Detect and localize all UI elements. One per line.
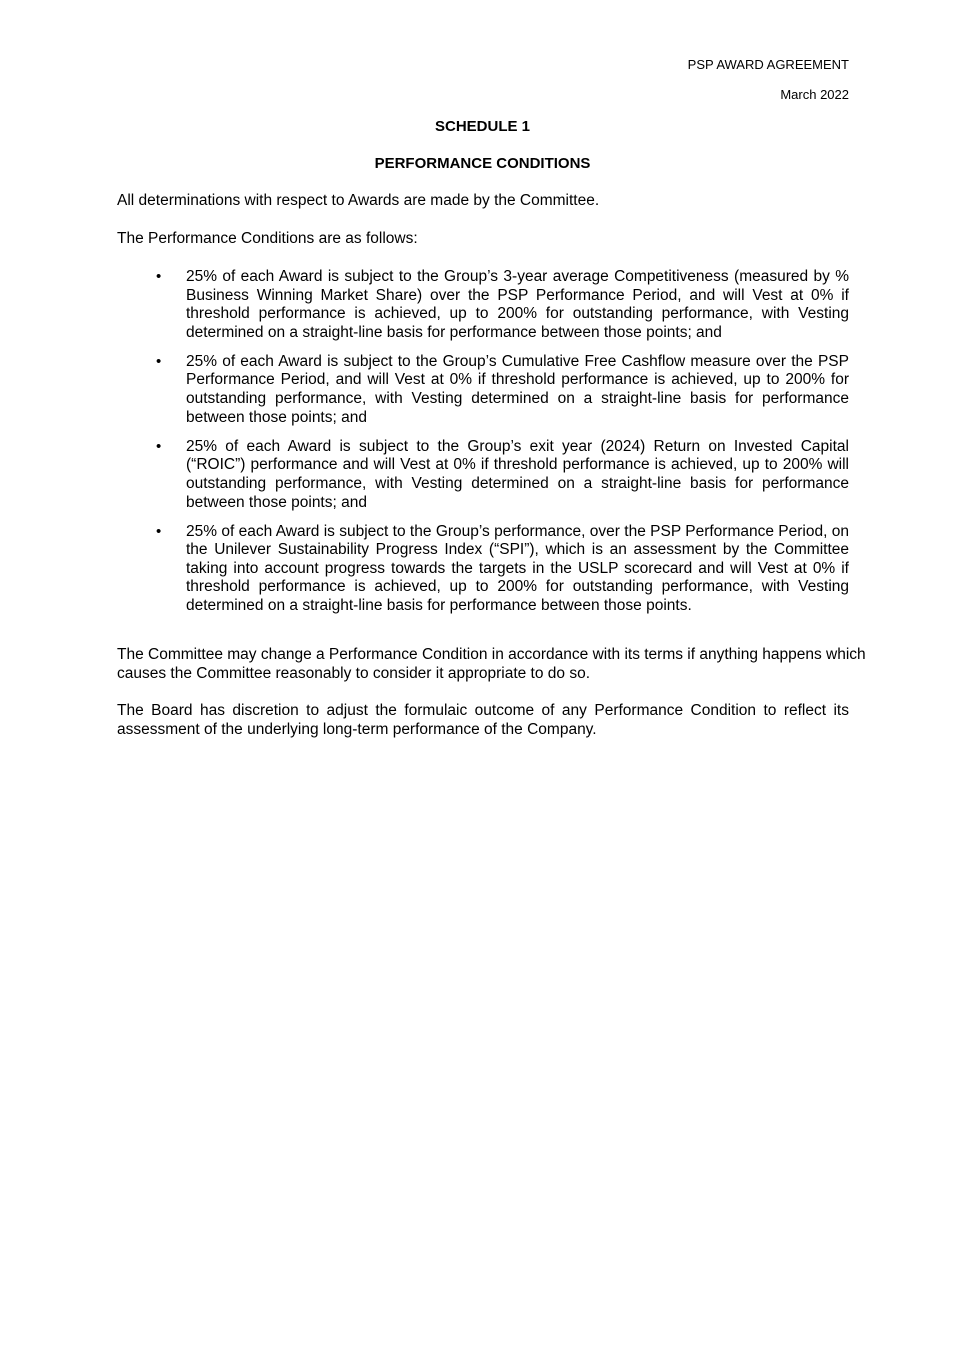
- board-discretion-paragraph: The Board has discretion to adjust the formulaic outcome of any Performance Condition to reflect its assessment of the underlying long-term performance of the Company.: [117, 702, 849, 738]
- conditions-lead-paragraph: The Performance Conditions are as follows:: [117, 230, 418, 247]
- document-header-title: PSP AWARD AGREEMENT: [687, 57, 849, 72]
- condition-item: [117, 353, 849, 427]
- condition-item: [117, 438, 849, 512]
- committee-change-paragraph: The Committee may change a Performance Condition in accordance with its terms if anything happens which causes the Committee reasonably to consider it appropriate to do so.: [117, 646, 866, 682]
- schedule-subtitle: PERFORMANCE CONDITIONS: [374, 155, 591, 172]
- condition-text: 25% of each Award is subject to the Group’s exit year (2024) Return on Invested Capital (“ROIC”) performance and will Vest at 0% if threshold performance is achieved, up to 200% will outstanding performance, with Vesting determined on a straight-line basis for performance between those points; and: [186, 437, 849, 511]
- condition-text: 25% of each Award is subject to the Group’s performance, over the PSP Performance Period, on the Unilever Sustainability Progress Index (“SPI”), which is an assessment by the Committee taking into account progress towards the targets in the USLP scorecard and will Vest at 0% if threshold performance is achieved, up to 200% for outstanding performance, with Vesting determined on a straight-line basis for performance between those points.: [186, 522, 849, 614]
- schedule-title: SCHEDULE 1: [434, 118, 531, 135]
- condition-item: [117, 268, 849, 342]
- document-header-date: March 2022: [780, 87, 849, 102]
- condition-text: 25% of each Award is subject to the Group’s 3-year average Competitiveness (measured by % Business Winning Market Share) over the PSP Performance Period, and will Vest at 0% if threshold performance is achieved, up to 200% for outstanding performance, with Vesting determined on a straight-line basis for performance between those points; and: [186, 268, 849, 341]
- intro-paragraph: All determinations with respect to Awards are made by the Committee.: [117, 192, 600, 209]
- bullet-icon: •: [156, 352, 162, 370]
- bullet-icon: •: [156, 437, 162, 455]
- bullet-icon: •: [156, 522, 162, 540]
- bullet-icon: •: [156, 268, 162, 285]
- performance-conditions-list: [117, 268, 849, 626]
- condition-item: [117, 523, 849, 616]
- condition-text: 25% of each Award is subject to the Group’s Cumulative Free Cashflow measure over the PSP Performance Period, and will Vest at 0% if threshold performance is achieved, up to 200% for outstanding performance, with Vesting determined on a straight-line basis for performance between those points; and: [186, 352, 849, 426]
